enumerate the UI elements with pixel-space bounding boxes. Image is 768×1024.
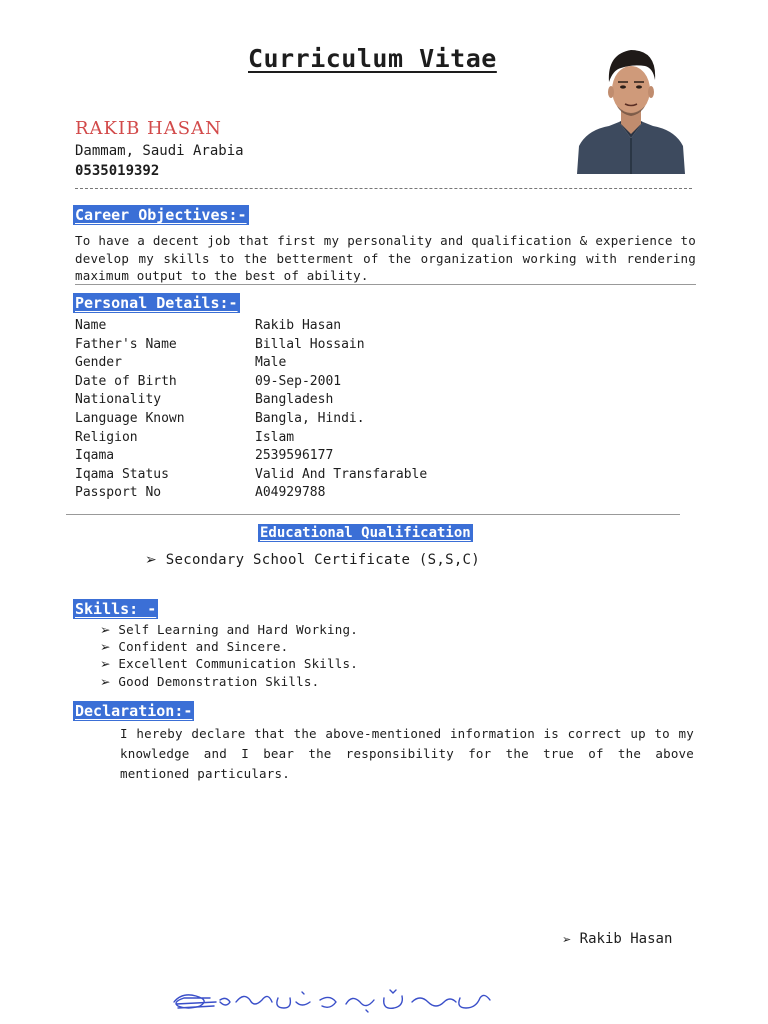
candidate-name: RAKIB HASAN <box>75 118 222 139</box>
personal-detail-label: Father's Name <box>75 336 177 352</box>
profile-photo <box>575 42 687 174</box>
skill-text: Self Learning and Hard Working. <box>118 622 358 637</box>
arrow-bullet-icon: ➢ <box>100 656 111 671</box>
candidate-phone: 0535019392 <box>75 163 160 179</box>
skill-item <box>100 656 358 671</box>
personal-detail-value: Islam <box>255 429 295 445</box>
personal-detail-label: Date of Birth <box>75 373 177 389</box>
career-objectives-text: To have a decent job that first my personality and qualification & experience to develop my skills to the betterment of the organization working with rendering maximum output to the best of ability. <box>75 233 696 283</box>
skill-item <box>100 639 288 654</box>
candidate-address: Dammam, Saudi Arabia <box>75 143 244 159</box>
personal-details-heading: Personal Details:- <box>75 294 238 312</box>
career-divider <box>75 284 696 285</box>
signature-name <box>562 931 672 947</box>
education-heading: Educational Qualification <box>260 525 471 541</box>
handwritten-note <box>170 984 500 1020</box>
arrow-bullet-icon: ➢ <box>145 552 158 568</box>
personal-detail-label: Name <box>75 318 107 333</box>
skill-item <box>100 674 319 689</box>
personal-detail-label: Iqama Status <box>75 466 169 482</box>
declaration-heading: Declaration:- <box>75 702 193 720</box>
declaration-section <box>73 701 194 721</box>
personal-detail-value: Bangladesh <box>255 392 334 408</box>
signature-name-text: Rakib Hasan <box>579 931 673 947</box>
personal-detail-value: Billal Hossain <box>255 336 365 352</box>
declaration-text: I hereby declare that the above-mentioned information is correct up to my knowledge and I bear the responsibility for the true of the above mentioned particulars. <box>120 726 694 781</box>
personal-detail-value: A04929788 <box>255 485 326 501</box>
personal-detail-value: 09-Sep-2001 <box>255 373 342 389</box>
skill-text: Excellent Communication Skills. <box>118 656 358 671</box>
skill-text: Confident and Sincere. <box>118 639 289 654</box>
personal-detail-label: Iqama <box>75 448 115 464</box>
education-item <box>145 552 480 568</box>
personal-detail-label: Religion <box>75 429 138 445</box>
personal-detail-label: Language Known <box>75 411 185 426</box>
career-objectives-section <box>73 205 249 225</box>
arrow-bullet-icon: ➢ <box>562 933 572 946</box>
skills-heading: Skills: - <box>75 600 157 618</box>
career-objectives-heading: Career Objectives:- <box>75 206 247 224</box>
skill-item <box>100 622 358 637</box>
personal-detail-value: 2539596177 <box>255 448 334 464</box>
page-title: Curriculum Vitae <box>248 44 497 73</box>
personal-detail-value: Male <box>255 355 287 371</box>
personal-detail-value: Bangla, Hindi. <box>255 411 365 426</box>
education-item-text: Secondary School Certificate (S,S,C) <box>165 552 480 568</box>
personal-detail-label: Nationality <box>75 392 162 408</box>
personal-detail-label: Gender <box>75 355 122 371</box>
arrow-bullet-icon: ➢ <box>100 674 111 689</box>
personal-detail-label: Passport No <box>75 485 162 501</box>
education-section <box>258 522 473 543</box>
personal-divider <box>66 514 680 515</box>
personal-details-section <box>73 293 240 313</box>
personal-detail-value: Valid And Transfarable <box>255 466 428 482</box>
arrow-bullet-icon: ➢ <box>100 639 111 654</box>
skills-section <box>73 599 158 619</box>
arrow-bullet-icon: ➢ <box>100 622 111 637</box>
skill-text: Good Demonstration Skills. <box>118 674 320 689</box>
personal-detail-value: Rakib Hasan <box>255 318 342 333</box>
header-divider <box>75 188 692 189</box>
